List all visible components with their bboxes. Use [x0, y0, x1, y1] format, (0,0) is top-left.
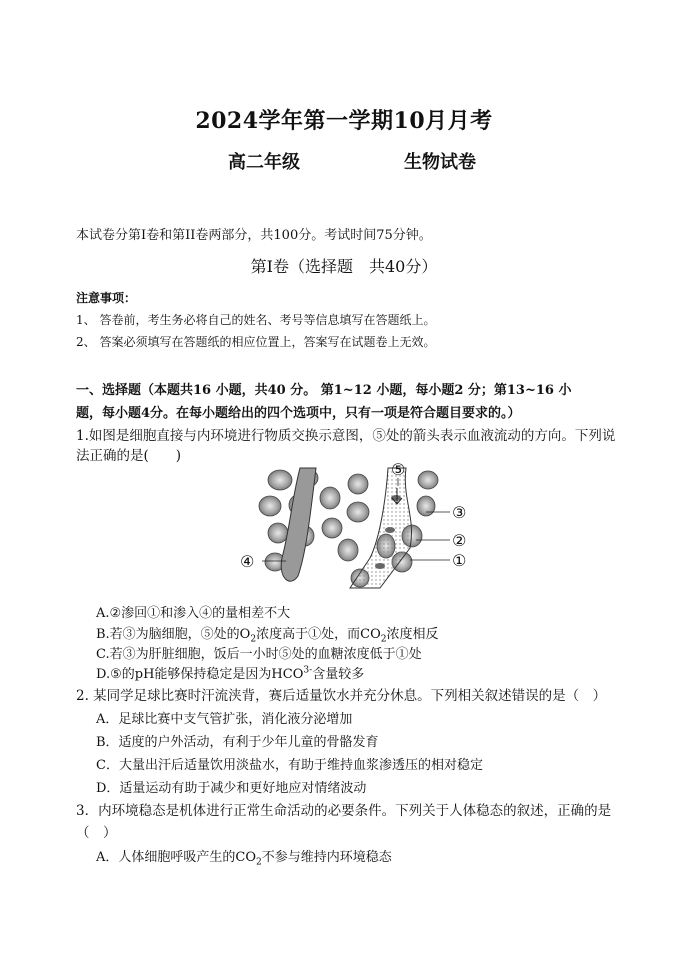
cell-exchange-figure [230, 458, 490, 598]
intro-text: 本试卷分第I卷和第II卷两部分，共100分。考试时间75分钟。 [76, 228, 432, 243]
exam-title: 2024学年第一学期10月月考 [195, 108, 493, 134]
label-5: ⑤ [391, 460, 406, 479]
label-3: ③ [452, 503, 467, 522]
label-4: ④ [240, 552, 255, 571]
q1-option-b: B.若③为脑细胞，⑤处的$O_2$浓度高于①处，而$CO_2$浓度相反 [96, 627, 439, 645]
label-2: ② [452, 531, 467, 550]
notice-item-1: 1、 答卷前，考生务必将自己的姓名、考号等信息填写在答题纸上。 [76, 313, 436, 327]
q3-option-a: A．人体细胞呼吸产生的$CO_2$不参与维持内环境稳态 [96, 850, 392, 868]
q3-stem: 3．内环境稳态是机体进行正常生命活动的必要条件。下列关于人体稳态的叙述，正确的是 [76, 803, 612, 819]
part1-heading-line1: 一、选择题（本题共16 小题，共40 分。 第1~12 小题，每小题2 分；第13~16 小 [76, 383, 572, 398]
blood-cell [385, 527, 395, 533]
q1-option-a: A.②渗回①和渗入④的量相差不大 [96, 606, 291, 621]
label-1: ① [452, 551, 467, 570]
blood-cell [375, 563, 385, 569]
q2-option-d: D．适量运动有助于减少和更好地应对情绪波动 [96, 781, 367, 796]
q3-paren: （ ） [76, 825, 117, 841]
q2-option-c: C．大量出汗后适量饮用淡盐水，有助于维持血浆渗透压的相对稳定 [96, 758, 483, 773]
q1-stem-line2: 法正确的是( ) [76, 448, 182, 464]
notice-title: 注意事项： [76, 291, 137, 305]
q2-option-a: A．足球比赛中支气管扩张，消化液分泌增加 [96, 712, 353, 727]
part1-heading-line2: 题，每小题4分。在每小题给出的四个选项中，只有一项是符合题目要求的。） [76, 406, 521, 421]
q2-option-b: B．适度的户外活动，有利于少年儿童的骨骼发育 [96, 735, 379, 750]
q1-option-d: D.⑤的pH能够保持稳定是因为$HCO^{3-}$含量较多 [96, 665, 365, 682]
q1-stem-line1: 1.如图是细胞直接与内环境进行物质交换示意图，⑤处的箭头表示血液流动的方向。下列说 [76, 428, 616, 444]
q1-option-c: C.若③为肝脏细胞，饭后一小时⑤处的血糖浓度低于①处 [96, 647, 422, 662]
q2-stem: 2. 某同学足球比赛时汗流浃背，赛后适量饮水并充分休息。下列相关叙述错误的是（ ） [76, 688, 607, 704]
grade-label: 高二年级 [228, 152, 300, 173]
subject-label: 生物试卷 [404, 152, 476, 173]
notice-item-2: 2、 答案必须填写在答题纸的相应位置上，答案写在试题卷上无效。 [76, 335, 436, 349]
section-title: 第I卷（选择题 共40分） [250, 257, 438, 276]
